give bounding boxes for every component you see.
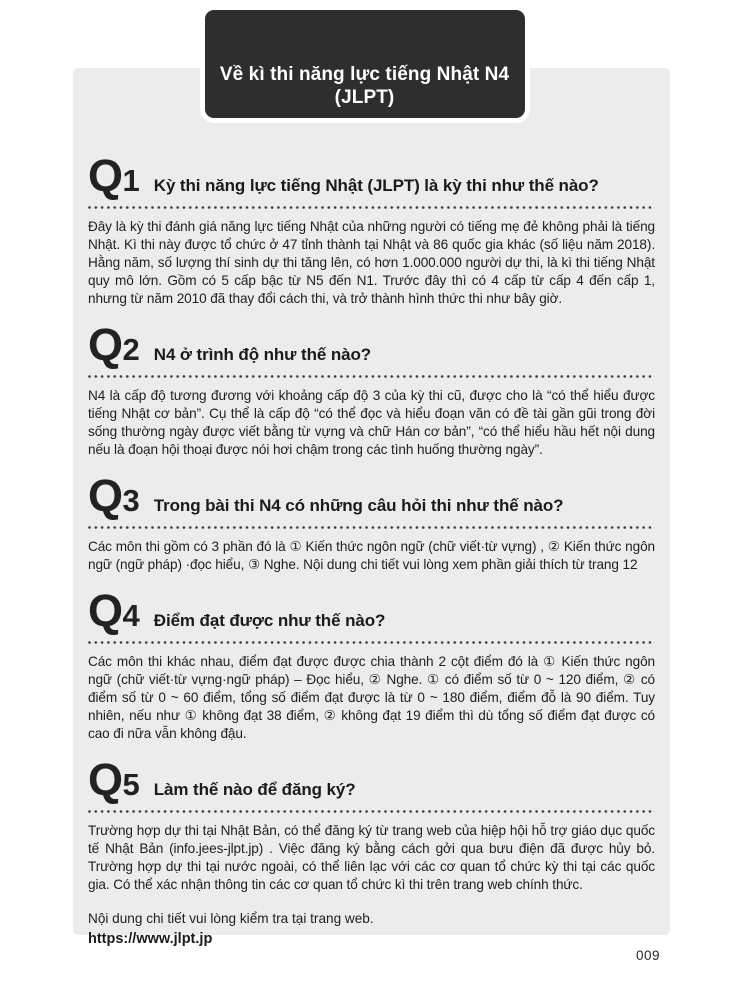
section-q3 [88, 470, 655, 574]
dotted-divider [88, 206, 655, 209]
answer-text: N4 là cấp độ tương đương với khoảng cấp độ 3 của kỳ thi cũ, được cho là “có thể hiểu được tiếng Nhật cơ bản”. Cụ thể là cấp độ “có thể đọc và hiểu đoạn văn có đề tài gần gũi trong đời sống thường ngày được viết bằng từ vựng và chữ Hán cơ bản”, “có thể hiểu hầu hết nội dung nếu là đoạn hội thoại được nói hơi chậm trong các tình huống thường ngày”. [88, 388, 655, 457]
question-heading [88, 585, 655, 637]
page-number: 009 [635, 948, 660, 963]
dotted-divider [88, 526, 655, 529]
q-letter: Q [88, 754, 122, 805]
q-number: 1 [122, 163, 140, 198]
section-q1 [88, 150, 655, 308]
answer-text: Trường hợp dự thi tại Nhật Bản, có thể đăng ký từ trang web của hiệp hội hỗ trợ giáo dục quốc tế Nhật Bản (info.jees-jlpt.jp) . Việc đăng ký bằng cách gởi qua bưu điện đã được hủy bỏ. Trường hợp dự thi tại nước ngoài, có thể liên lạc với các cơ quan tổ chức kỳ thi tại các quốc gia. Có thể xác nhận thông tin các cơ quan tổ chức kì thi trên trang web chính thức. [88, 823, 655, 892]
q-letter: Q [88, 319, 122, 370]
chapter-title-line2: (JLPT) [334, 87, 395, 108]
question-text: Làm thế nào để đăng ký? [153, 780, 356, 799]
q-number: 3 [122, 483, 140, 518]
question-heading [88, 319, 655, 371]
section-q2 [88, 319, 655, 459]
question-text: Điểm đạt được như thế nào? [153, 611, 386, 630]
q-number: 2 [122, 332, 140, 367]
section-q5 [88, 754, 655, 894]
dotted-divider [88, 375, 655, 378]
q-number: 4 [122, 598, 140, 633]
chapter-title-box [200, 5, 530, 123]
question-heading [88, 754, 655, 806]
website-url: https://www.jlpt.jp [88, 931, 213, 947]
answer-text: Các môn thi khác nhau, điểm đạt được được chia thành 2 cột điểm đó là ① Kiến thức ngôn ngữ (chữ viết·từ vựng·ngữ pháp) – Đọc hiểu, ② Nghe. ① có điểm số từ 0 ~ 120 điểm, ② có điểm số từ 0 ~ 60 điểm, tổng số điểm đạt được là từ 0 ~ 180 điểm, điểm đỗ là 90 điểm. Tuy nhiên, nếu như ① không đạt 38 điểm, ② không đạt 19 điểm thì dù tổng số điểm đạt được có cao đi nữa vẫn không đậu. [88, 654, 655, 741]
q-letter: Q [88, 470, 122, 521]
question-heading [88, 150, 655, 202]
q-letter: Q [88, 150, 122, 201]
q-number: 5 [122, 767, 140, 802]
dotted-divider [88, 641, 655, 644]
question-heading [88, 470, 655, 522]
website-note: Nội dung chi tiết vui lòng kiểm tra tại trang web. [88, 911, 374, 926]
dotted-divider [88, 810, 655, 813]
question-text: Trong bài thi N4 có những câu hỏi thi như thế nào? [153, 496, 564, 515]
chapter-title-line1: Về kì thi năng lực tiếng Nhật N4 [219, 64, 510, 85]
answer-text: Đây là kỳ thi đánh giá năng lực tiếng Nhật của những người có tiếng mẹ đẻ không phải là tiếng Nhật. Kì thi này được tổ chức ở 47 tỉnh thành tại Nhật và 86 quốc gia khác (số liệu năm 2018). Hằng năm, số lượng thí sinh dự thi tăng lên, có hơn 1.000.000 người dự thi, là kì thi tiếng Nhật quy mô lớn. Gồm có 5 cấp bậc từ N5 đến N1. Trước đây thì có 4 cấp từ cấp 4 đến cấp 1, nhưng từ năm 2010 đã thay đổi cách thi, và trở thành hình thức thi như bây giờ. [88, 219, 655, 306]
answer-text: Các môn thi gồm có 3 phần đó là ① Kiến thức ngôn ngữ (chữ viết·từ vựng) , ② Kiến thức ngôn ngữ (ngữ pháp) ·đọc hiểu, ③ Nghe. Nội dung chi tiết vui lòng xem phần giải thích từ trang 12 [88, 539, 655, 572]
question-text: Kỳ thi năng lực tiếng Nhật (JLPT) là kỳ thi như thế nào? [153, 176, 599, 195]
question-text: N4 ở trình độ như thế nào? [153, 345, 372, 364]
q-letter: Q [88, 585, 122, 636]
section-q4 [88, 585, 655, 743]
qa-content [88, 68, 655, 950]
